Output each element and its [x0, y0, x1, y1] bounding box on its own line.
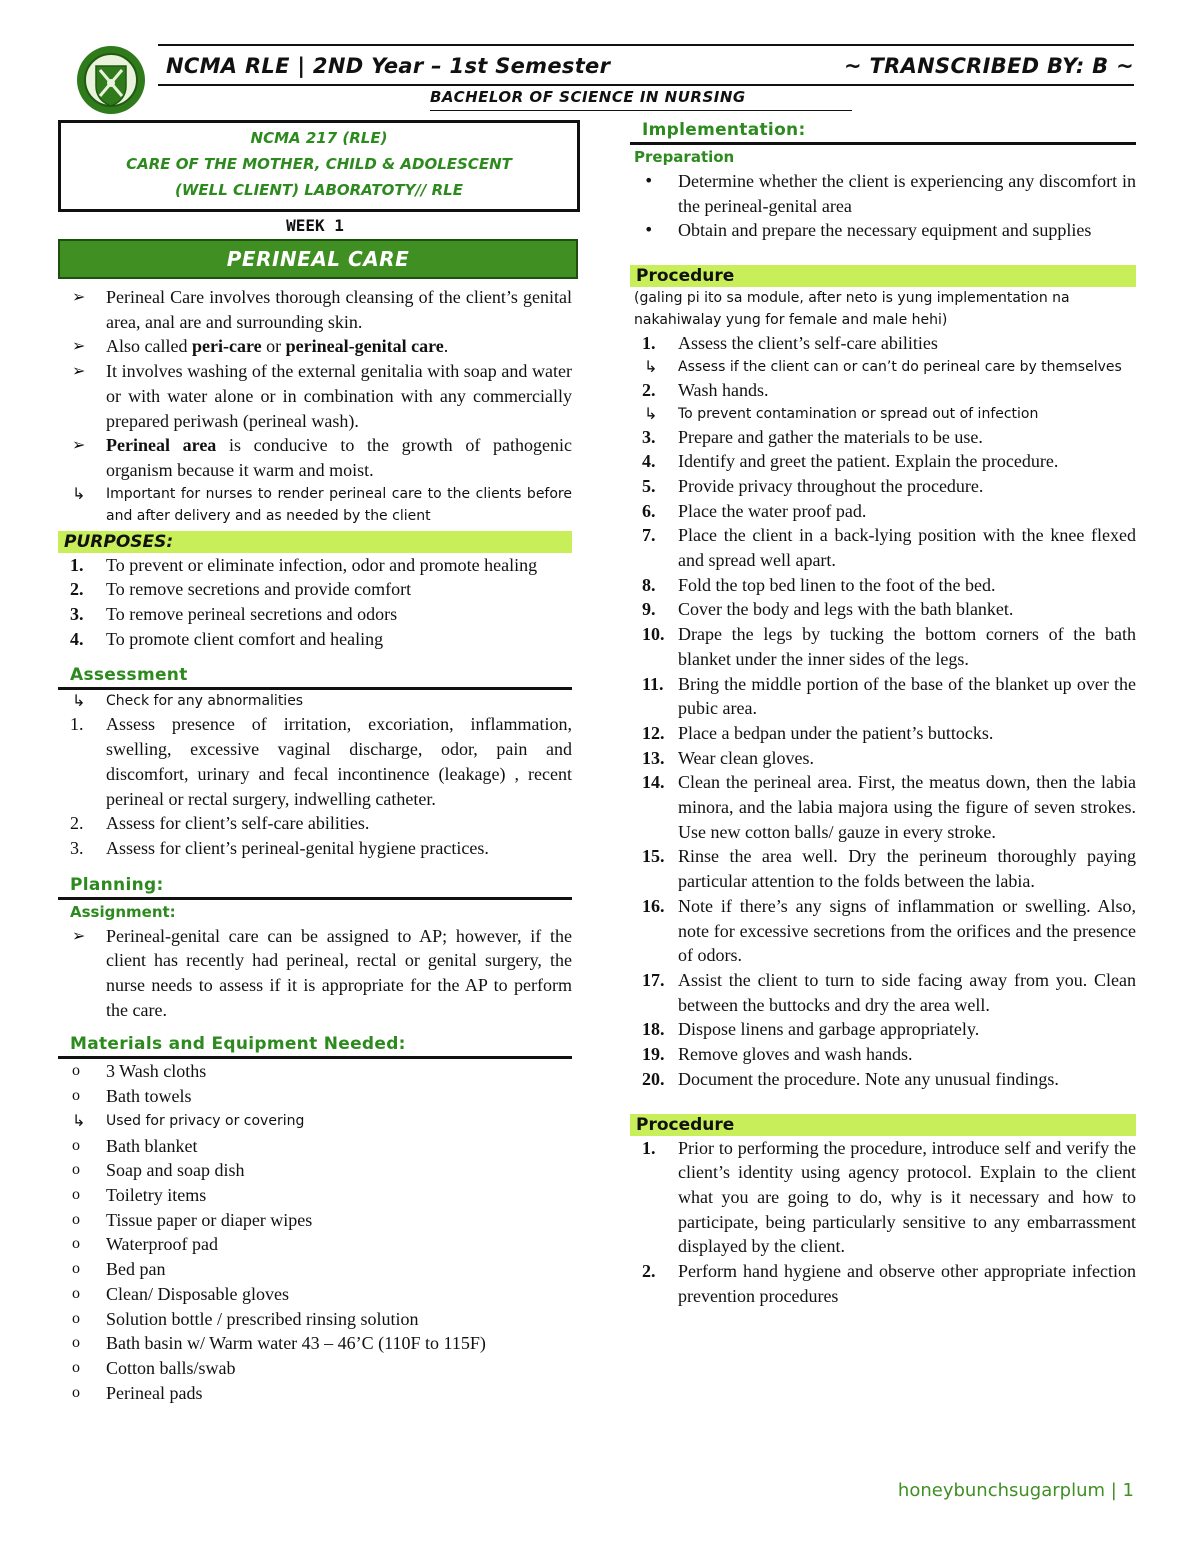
purpose-item: 1. To prevent or eliminate infection, odor and promote healing: [70, 554, 538, 575]
implementation-heading: Implementation:: [630, 120, 1136, 145]
material-item: o Perineal pads: [58, 1381, 572, 1406]
material-item: o Tissue paper or diaper wipes: [58, 1208, 572, 1233]
assessment-item: 3. Assess for client’s perineal-genital hygiene practices.: [70, 837, 489, 858]
planning-item: ➢ Perineal-genital care can be assigned to AP; however, if the client has recently had perineal, rectal or genital surgery, the nurse needs to assess if it is appropriate for the AP to perform the care.: [72, 925, 572, 1020]
material-note: ↳ Used for privacy or covering: [58, 1109, 572, 1134]
intro-note: ↳ Important for nurses to render perineal care to the clients before and after delivery and as needed by the client: [72, 483, 572, 524]
circle-bullet-icon: o: [72, 1161, 80, 1179]
procedure-step: 20. Document the procedure. Note any unusual findings.: [642, 1068, 1059, 1089]
procedure-note: (galing pi ito sa module, after neto is yung implementation na nakahiwalay yung for female and male hehi): [634, 290, 1070, 329]
procedure-step: 1. Assess the client’s self-care abilities: [642, 333, 938, 354]
materials-list: [58, 1059, 572, 1405]
school-seal-logo: [76, 42, 146, 118]
planning-heading: Planning:: [58, 875, 572, 900]
intro-item: ➢ It involves washing of the external genitalia with soap and water or with water alone or in combination with any commercially prepared periwash (perineal wash).: [72, 361, 572, 431]
procedure-step: 3. Prepare and gather the materials to be use.: [642, 426, 983, 447]
intro-item: ➢ Perineal area is conducive to the growth of pathogenic organism because it warm and moist.: [72, 435, 572, 480]
circle-bullet-icon: o: [72, 1210, 80, 1228]
circle-bullet-icon: o: [72, 1358, 80, 1376]
procedure-step: 13. Wear clean gloves.: [642, 747, 814, 768]
procedure-step: 9. Cover the body and legs with the bath blanket.: [642, 599, 1014, 620]
arrowhead-bullet-icon: ➢: [72, 287, 86, 306]
material-item: o Bath blanket: [58, 1134, 572, 1159]
circle-bullet-icon: o: [72, 1334, 80, 1352]
circle-bullet-icon: o: [72, 1087, 80, 1105]
procedure-step: 12. Place a bedpan under the patient’s buttocks.: [642, 722, 994, 743]
dot-bullet-icon: •: [644, 171, 654, 190]
material-item: o Cotton balls/swab: [58, 1356, 572, 1381]
course-code: NCMA 217 (RLE): [250, 129, 388, 147]
arrowhead-bullet-icon: ➢: [72, 361, 86, 381]
preparation-item: • Determine whether the client is experiencing any discomfort in the perineal-genital area: [644, 171, 1136, 216]
purposes-list: [58, 553, 572, 652]
circle-bullet-icon: o: [72, 1284, 80, 1302]
circle-bullet-icon: o: [72, 1136, 80, 1154]
preparation-item: • Obtain and prepare the necessary equipment and supplies: [630, 218, 1136, 243]
procedure-step: 5. Provide privacy throughout the procedure.: [642, 475, 984, 496]
procedure-list: [630, 331, 1136, 1091]
header-title: NCMA RLE | 2ND Year – 1st Semester: [166, 54, 611, 78]
material-item: o Solution bottle / prescribed rinsing solution: [58, 1307, 572, 1332]
assessment-note: ↳ Check for any abnormalities: [72, 691, 304, 711]
course-subname: (WELL CLIENT) LABORATOTY// RLE: [175, 181, 463, 199]
course-name: CARE OF THE MOTHER, CHILD & ADOLESCENT: [126, 155, 512, 173]
hooked-arrow-icon: ↳: [644, 356, 658, 376]
right-column: [630, 120, 1136, 1308]
material-item: o Waterproof pad: [58, 1232, 572, 1257]
procedure-heading-2: Procedure: [630, 1114, 1136, 1136]
procedure-step: 14. Clean the perineal area. First, the meatus down, then the labia minora, and the labia majora using the figure of seven strokes. Use new cotton balls/ gauze in every stroke.: [642, 772, 1136, 842]
header-rule-top: [158, 44, 1134, 46]
material-item: o Bed pan: [58, 1257, 572, 1282]
material-item: o Clean/ Disposable gloves: [58, 1282, 572, 1307]
procedure-step: 11. Bring the middle portion of the base of the blanket up over the pubic area.: [642, 673, 1136, 719]
header-rule-middle: [158, 84, 1134, 86]
course-title-box: [58, 120, 580, 212]
purpose-item: 4. To promote client comfort and healing: [70, 628, 384, 649]
assessment-item: 1. Assess presence of irritation, excoriation, inflammation, swelling, excessive vaginal discharge, odor, pain and discomfort, urinary and fecal incontinence (leakage) , recent perineal or rectal surgery, indwelling catheter.: [70, 714, 572, 809]
circle-bullet-icon: o: [72, 1062, 80, 1080]
material-item: o Toiletry items: [58, 1183, 572, 1208]
procedure-step: 18. Dispose linens and garbage appropriately.: [642, 1019, 980, 1040]
purpose-item: 2. To remove secretions and provide comfort: [70, 579, 412, 600]
procedure-2-step: 1. Prior to performing the procedure, introduce self and verify the client’s identity using agency protocol. Explain to the client what you are going to do, why is it necessary and how to participate, being particularly sensitive to any embarrassment displayed by the client.: [642, 1137, 1136, 1257]
intro-item: ➢ Also called peri-care or perineal-genital care.: [58, 334, 572, 359]
procedure-2-step: 2. Perform hand hygiene and observe other appropriate infection prevention procedures: [642, 1261, 1136, 1306]
procedure-step: 17. Assist the client to turn to side facing away from you. Clean between the buttocks and dry the area well.: [642, 969, 1136, 1015]
material-item: o Soap and soap dish: [58, 1158, 572, 1183]
hooked-arrow-icon: ↳: [72, 483, 86, 503]
assessment-item: 2. Assess for client’s self-care abilities.: [70, 813, 370, 834]
circle-bullet-icon: o: [72, 1260, 80, 1278]
arrowhead-bullet-icon: ➢: [72, 925, 86, 945]
procedure-step: 15. Rinse the area well. Dry the perineum thoroughly paying particular attention to the folds between the labia.: [642, 846, 1136, 892]
purposes-heading: PURPOSES:: [58, 531, 572, 553]
hooked-arrow-icon: ↳: [644, 403, 658, 423]
header-transcribed-by: ~ TRANSCRIBED BY: B ~: [843, 54, 1134, 78]
week-label: WEEK 1: [286, 216, 344, 235]
circle-bullet-icon: o: [72, 1383, 80, 1401]
hooked-arrow-icon: ↳: [72, 1110, 86, 1130]
left-column: [58, 118, 572, 1405]
page-footer: honeybunchsugarplum | 1: [897, 1480, 1134, 1501]
procedure-step: 2. Wash hands.: [642, 379, 769, 400]
dot-bullet-icon: •: [644, 220, 654, 240]
procedure-step-note: ↳ To prevent contamination or spread out of infection: [644, 403, 1039, 423]
procedure-step: 6. Place the water proof pad.: [642, 500, 867, 521]
circle-bullet-icon: o: [72, 1185, 80, 1203]
procedure-heading: Procedure: [630, 265, 1136, 287]
header-subtitle: BACHELOR OF SCIENCE IN NURSING: [430, 88, 746, 106]
arrowhead-bullet-icon: ➢: [72, 336, 86, 356]
circle-bullet-icon: o: [72, 1235, 80, 1253]
procedure-step: 4. Identify and greet the patient. Explain the procedure.: [642, 451, 1059, 472]
hooked-arrow-icon: ↳: [72, 691, 86, 711]
procedure-step: 7. Place the client in a back-lying position with the knee flexed and spread well apart.: [642, 525, 1136, 571]
materials-heading: Materials and Equipment Needed:: [58, 1034, 572, 1059]
procedure-step: 8. Fold the top bed linen to the foot of the bed.: [642, 574, 996, 595]
material-item: o Bath towels: [58, 1084, 572, 1109]
circle-bullet-icon: o: [72, 1309, 80, 1327]
procedure-step: 19. Remove gloves and wash hands.: [642, 1044, 913, 1065]
procedure-step: 16. Note if there’s any signs of inflammation or swelling. Also, note for excessive secretions from the orifices and the presence of odors.: [642, 895, 1136, 966]
procedure-step: 10. Drape the legs by tucking the bottom corners of the bath blanket under the inner sides of the legs.: [642, 624, 1136, 669]
header-rule-bottom: [430, 110, 852, 111]
intro-list: [58, 285, 572, 527]
assignment-subheading: Assignment:: [70, 902, 176, 921]
topic-banner: PERINEAL CARE: [58, 239, 578, 279]
procedure-step-note: ↳ Assess if the client can or can’t do perineal care by themselves: [644, 356, 1122, 376]
intro-item: ➢ Perineal Care involves thorough cleansing of the client’s genital area, anal are and surrounding skin.: [72, 287, 572, 332]
material-item: o Bath basin w/ Warm water 43 – 46’C (110F to 115F): [58, 1331, 572, 1356]
assessment-heading: Assessment: [58, 665, 572, 690]
material-item: o 3 Wash cloths: [58, 1059, 572, 1084]
purpose-item: 3. To remove perineal secretions and odors: [70, 604, 398, 625]
preparation-subheading: Preparation: [634, 148, 735, 166]
arrowhead-bullet-icon: ➢: [72, 435, 86, 455]
